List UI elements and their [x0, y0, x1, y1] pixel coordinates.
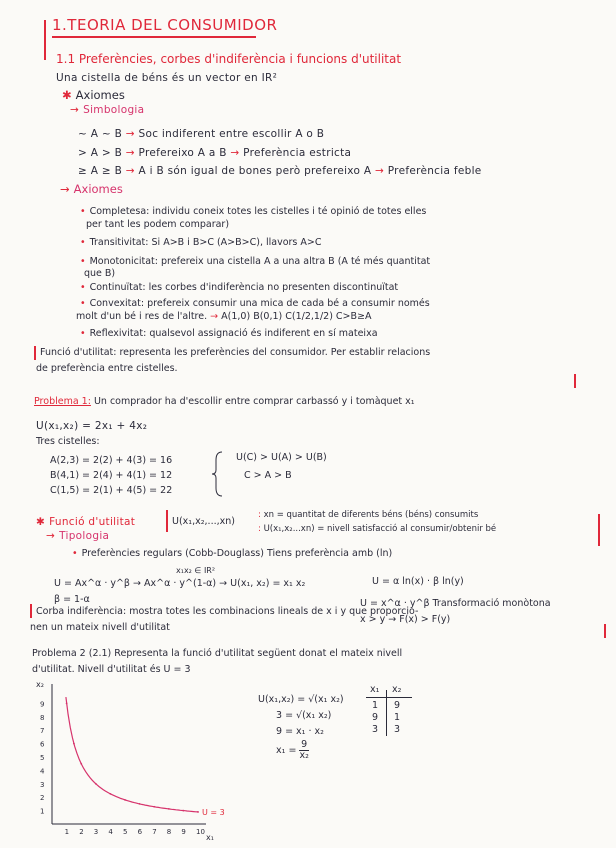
tipologia-label: → Tipologia	[46, 530, 110, 542]
table-cell: 1	[372, 700, 379, 711]
funcio-bracket	[166, 510, 168, 532]
table-cell: 9	[372, 712, 379, 723]
page-title: 1.TEORIA DEL CONSUMIDOR	[52, 16, 278, 34]
problem-2-eq-4: x₁ = $\frac{9}{\text{x₂}}$	[276, 739, 309, 761]
problem-2-eq-1: U(x₁,x₂) = √(x₁ x₂)	[258, 694, 344, 705]
definition-bracket-right	[574, 374, 576, 388]
axiomes-label: ✱ Axiomes	[62, 88, 125, 102]
problem-1-brace	[212, 450, 226, 498]
y-tick-label: 6	[40, 740, 45, 749]
ln-formula: U = α ln(x) · β ln(y)	[372, 576, 464, 587]
curve-point	[95, 783, 97, 785]
corba-definition-1: Corba indiferència: mostra totes les combinacions lineals de x i y que proporcio-	[36, 606, 419, 617]
problem-1-row: B(4,1) = 2(4) + 4(1) = 12	[50, 470, 173, 481]
cobb-beta: β = 1-α	[54, 594, 90, 605]
axiom-item: • Convexitat: prefereix consumir una mica de cada bé a consumir només	[80, 298, 430, 309]
curve-point	[197, 811, 199, 813]
y-tick-label: 2	[40, 794, 45, 803]
y-tick-label: 3	[40, 780, 45, 789]
curve-point	[110, 793, 112, 795]
x-tick-label: 7	[152, 828, 157, 836]
x-tick-label: 4	[108, 828, 113, 836]
simbologia-label: → Simbologia	[70, 104, 145, 116]
axiom-item: • Completesa: individu coneix totes les cistelles i té opinió de totes elles	[80, 206, 427, 217]
axiom-item: • Continuïtat: les corbes d'indiferència no presenten discontinuïtat	[80, 282, 399, 293]
table-header-x1: x₁	[370, 684, 380, 695]
curve-point	[153, 806, 155, 808]
x-axis-label: x₁	[206, 833, 214, 842]
corba-bracket-left	[30, 604, 32, 618]
axiom-item-line2: molt d'un bé i res de l'altre. → A(1,0) B(0,1) C(1/2,1/2) C>B≥A	[76, 311, 372, 322]
axiom-item: • Transitivitat: Si A>B i B>C (A>B>C), llavors A>C	[80, 237, 322, 248]
table-header-x2: x₂	[392, 684, 402, 695]
definition-line-1: Funció d'utilitat: representa les preferències del consumidor. Per establir relacions	[40, 347, 431, 358]
table-cell: 3	[394, 724, 401, 735]
curve-point	[139, 803, 141, 805]
curve-point	[183, 810, 185, 812]
monotone-relation: x > y → F(x) > F(y)	[360, 614, 451, 625]
title-underline	[52, 36, 256, 38]
monotone-formula: U = x^α · y^β Transformació monòtona	[360, 598, 551, 609]
funcio-bracket-text: U(x₁,x₂,...,xn)	[172, 516, 235, 527]
curve-label: U = 3	[202, 807, 225, 817]
title-margin-line	[44, 20, 46, 60]
corba-bracket-right	[604, 624, 606, 638]
y-tick-label: 8	[40, 713, 45, 722]
x-tick-label: 10	[196, 828, 205, 836]
problem-2-eq-3: 9 = x₁ · x₂	[276, 726, 324, 737]
y-axis-label: x₂	[36, 680, 44, 689]
problem-2-eq-2: 3 = √(x₁ x₂)	[276, 710, 332, 721]
indifference-curve-line	[66, 697, 198, 812]
funcio-note-1: : xn = quantitat de diferents béns (béns) consumits	[258, 510, 479, 520]
x-tick-label: 6	[137, 828, 143, 836]
definition-bracket-left	[34, 346, 36, 360]
curve-point	[168, 808, 170, 810]
problem-1-function: U(x₁,x₂) = 2x₁ + 4x₂	[36, 420, 148, 432]
preferencies-regulars: • Preferències regulars (Cobb-Douglass) Tiens preferència amb (ln)	[72, 548, 393, 559]
funcio-note-2: : U(x₁,x₂...xn) = nivell satisfacció al consumir/obtenir bé	[258, 524, 497, 534]
x-tick-label: 1	[64, 828, 70, 836]
x-tick-label: 5	[123, 828, 128, 836]
axiom-item: • Monotonicitat: prefereix una cistella A a una altra B (A té més quantitat	[80, 256, 431, 267]
problem-2-statement-2: d'utilitat. Nivell d'utilitat és U = 3	[32, 664, 191, 675]
curve-point	[73, 743, 75, 745]
table-vline	[386, 690, 387, 736]
corba-definition-2: nen un mateix nivell d'utilitat	[30, 622, 170, 633]
problem-2-statement-1: Problema 2 (2.1) Representa la funció d'utilitat següent donat el mateix nivell	[32, 648, 403, 659]
y-tick-label: 1	[40, 807, 45, 816]
section-heading: 1.1 Preferències, corbes d'indiferència i funcions d'utilitat	[56, 52, 402, 66]
symbol-row: ~ A ~ B → Soc indiferent entre escollir A o B	[78, 128, 325, 140]
intro-text: Una cistella de béns és un vector en IR²	[56, 72, 278, 84]
cobb-top-note: x₁x₂ ∈ IR²	[176, 566, 216, 575]
x-tick-label: 3	[93, 828, 99, 836]
symbol-row: > A > B → Prefereixo A a B → Preferència estricta	[78, 147, 352, 159]
funcio-label: ✱ Funció d'utilitat	[36, 516, 136, 528]
table-cell: 9	[394, 700, 401, 711]
problem-1-result-2: C > A > B	[244, 470, 292, 481]
problem-1-tres: Tres cistelles:	[36, 436, 100, 447]
problem-1-result-1: U(C) > U(A) > U(B)	[236, 452, 327, 463]
table-hline	[366, 697, 412, 698]
y-tick-label: 4	[40, 767, 45, 776]
y-tick-label: 5	[40, 754, 45, 762]
curve-point	[124, 799, 126, 801]
table-cell: 1	[394, 712, 401, 723]
y-tick-label: 9	[40, 700, 45, 709]
problem-1-row: A(2,3) = 2(2) + 4(3) = 16	[50, 455, 173, 466]
cobb-douglas-formula: U = Ax^α · y^β → Ax^α · y^(1-α) → U(x₁, x₂) = x₁ x₂	[54, 578, 306, 589]
axiom-item-line2: que B)	[84, 268, 116, 279]
x-tick-label: 2	[79, 828, 84, 836]
axiom-item-line2: per tant les podem comparar)	[86, 219, 230, 230]
symbol-row: ≥ A ≥ B → A i B són igual de bones però prefereixo A → Preferència feble	[78, 165, 482, 177]
indifference-curve-chart	[30, 678, 230, 844]
curve-point	[80, 763, 82, 765]
problem-1-row: C(1,5) = 2(1) + 4(5) = 22	[50, 485, 173, 496]
problem-1-statement: Problema 1: Un comprador ha d'escollir entre comprar carbassó y i tomàquet x₁	[34, 396, 415, 407]
table-cell: 3	[372, 724, 379, 735]
axiom-item: • Reflexivitat: qualsevol assignació és indiferent en sí mateixa	[80, 328, 378, 339]
y-tick-label: 7	[40, 727, 45, 736]
definition-line-2: de preferència entre cistelles.	[36, 363, 178, 374]
funcio-bracket-right	[598, 514, 600, 546]
axiomes-label-2: → Axiomes	[60, 182, 123, 196]
curve-point	[66, 703, 68, 705]
x-tick-label: 9	[181, 828, 186, 836]
x-tick-label: 8	[166, 828, 172, 836]
